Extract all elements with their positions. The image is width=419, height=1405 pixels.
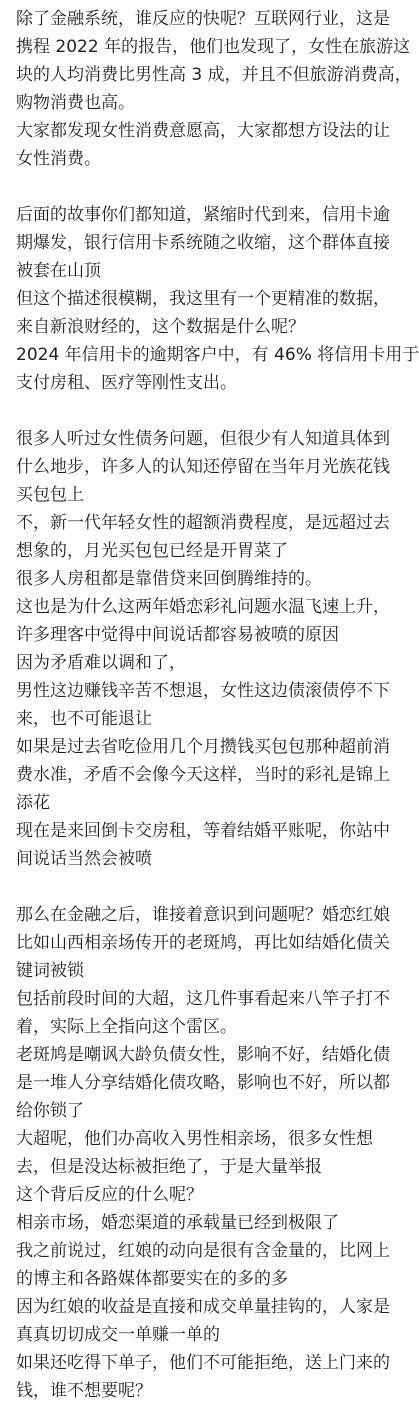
text-line: 但这个描述很模糊，我这里有一个更精准的数据， (16, 289, 390, 309)
paragraph (16, 901, 396, 1405)
text-line: 许多理客中觉得中间说话都容易被喷的原因 (16, 625, 339, 645)
text-line: 比如山西相亲场传开的老斑鸠，再比如结婚化债关 (16, 933, 390, 953)
text-line: 后面的故事你们都知道，紧缩时代到来，信用卡逾 (16, 205, 390, 225)
text-line: 包括前段时间的大超，这几件事看起来八竿子打不 (16, 989, 390, 1009)
text-line: 去，但是没达标被拒绝了，于是大量举报 (16, 1157, 322, 1177)
text-line: 携程 2022 年的报告，他们也发现了，女性在旅游这 (16, 37, 411, 57)
text-line: 不，新一代年轻女性的超额消费程度，是远超过去 (16, 513, 390, 533)
text-line: 来，也不可能退让 (16, 709, 152, 729)
text-line: 男性这边赚钱辛苦不想退，女性这边债滚债停不下 (16, 681, 390, 701)
paragraph-gap (16, 173, 396, 201)
text-line: 买包包上 (16, 485, 84, 505)
text-line: 这个背后反应的什么呢？ (16, 1185, 203, 1205)
text-line: 什么地步，许多人的认知还停留在当年月光族花钱 (16, 457, 390, 477)
text-line: 费水准，矛盾不会像今天这样，当时的彩礼是锦上 (16, 765, 390, 785)
text-line: 被套在山顶 (16, 261, 101, 281)
text-line: 那么在金融之后，谁接着意识到问题呢？婚恋红娘 (16, 905, 390, 925)
text-line: 添花 (16, 793, 50, 813)
text-line: 女性消费。 (16, 149, 101, 169)
text-line: 支付房租、医疗等刚性支出。 (16, 373, 237, 393)
text-line: 着，实际上全指向这个雷区。 (16, 1017, 237, 1037)
paragraph-gap (16, 873, 396, 901)
text-line: 间说话当然会被喷 (16, 849, 152, 869)
text-line: 块的人均消费比男性高 3 成，并且不但旅游消费高， (16, 65, 412, 85)
text-line: 除了金融系统，谁反应的快呢？互联网行业，这是 (16, 9, 390, 29)
text-line: 键词被锁 (16, 961, 84, 981)
paragraph (16, 201, 419, 397)
text-line: 是一堆人分享结婚化债攻略，影响也不好，所以都 (16, 1073, 390, 1093)
text-line: 这也是为什么这两年婚恋彩礼问题水温飞速上升， (16, 597, 390, 617)
text-line: 给你锁了 (16, 1101, 84, 1121)
paragraph (16, 425, 396, 873)
text-line: 真真切切成交一单赚一单的 (16, 1325, 220, 1345)
text-line: 期爆发，银行信用卡系统随之收缩，这个群体直接 (16, 233, 390, 253)
text-line: 因为红娘的收益是直接和成交单量挂钩的，人家是 (16, 1297, 390, 1317)
text-line: 大超呢，他们办高收入男性相亲场，很多女性想 (16, 1129, 373, 1149)
text-line: 如果还吃得下单子，他们不可能拒绝，送上门来的 (16, 1353, 390, 1373)
text-line: 的博主和各路媒体都要实在的多的多 (16, 1269, 288, 1289)
text-line: 大家都发现女性消费意愿高，大家都想方设法的让 (16, 121, 390, 141)
paragraph-gap (16, 397, 396, 425)
text-line: 钱，谁不想要呢？ (16, 1381, 152, 1401)
text-line: 2024 年信用卡的逾期客户中，有 46% 将信用卡用于 (16, 345, 419, 365)
text-line: 来自新浪财经的，这个数据是什么呢？ (16, 317, 305, 337)
text-line: 现在是来回倒卡交房租，等着结婚平账呢，你站中 (16, 821, 390, 841)
text-line: 很多人听过女性债务问题，但很少有人知道具体到 (16, 429, 390, 449)
text-line: 如果是过去省吃俭用几个月攒钱买包包那种超前消 (16, 737, 390, 757)
text-line: 相亲市场，婚恋渠道的承载量已经到极限了 (16, 1213, 339, 1233)
text-line: 想象的，月光买包包已经是开胃菜了 (16, 541, 288, 561)
text-line: 因为矛盾难以调和了， (16, 653, 186, 673)
text-line: 老斑鸠是嘲讽大龄负债女性，影响不好，结婚化债 (16, 1045, 390, 1065)
text-line: 我之前说过，红娘的动向是很有含金量的，比网上 (16, 1241, 390, 1261)
article-body (16, 5, 419, 1405)
text-line: 购物消费也高。 (16, 93, 135, 113)
paragraph (16, 5, 412, 173)
text-line: 很多人房租都是靠借贷来回倒腾维持的。 (16, 569, 322, 589)
